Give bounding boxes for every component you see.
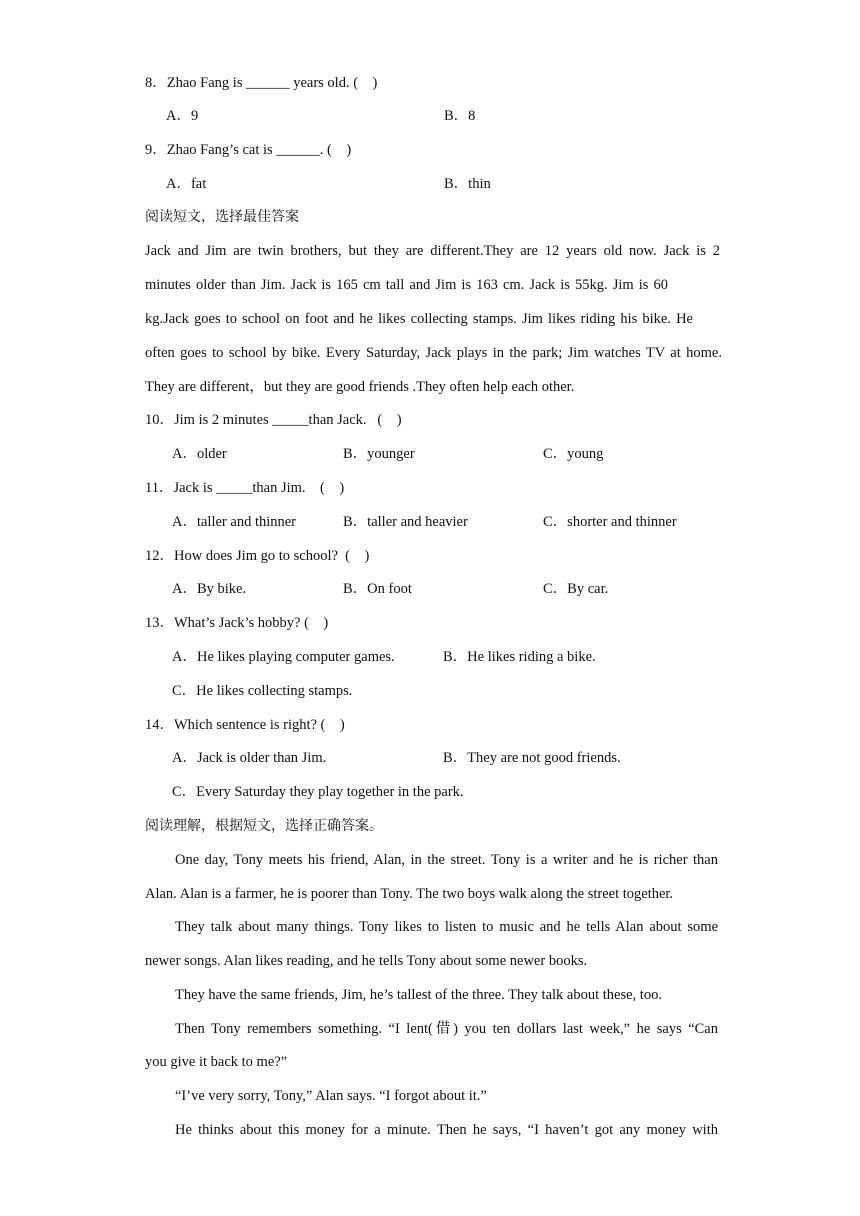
- question-14-option-b: B．They are not good friends.: [443, 750, 621, 766]
- passage-line: They are different，but they are good friends .They often help each other.: [145, 379, 575, 395]
- question-12-option-c: C．By car.: [543, 581, 609, 597]
- question-10-option-c: C．young: [543, 446, 604, 462]
- question-11-stem: 11．Jack is _____than Jim. ( ): [145, 480, 345, 496]
- passage-line: He thinks about this money for a minute. Then he says, “I haven’t got any money with: [175, 1122, 718, 1138]
- question-8-stem: 8．Zhao Fang is ______ years old. ( ): [145, 75, 378, 91]
- passage-line: often goes to school by bike. Every Saturday, Jack plays in the park; Jim watches TV at home.: [145, 345, 722, 361]
- question-11-option-b: B．taller and heavier: [343, 514, 468, 530]
- question-13-option-c: C．He likes collecting stamps.: [172, 683, 353, 699]
- passage-line: newer songs. Alan likes reading, and he tells Tony about some newer books.: [145, 953, 588, 969]
- question-13-option-a: A．He likes playing computer games.: [172, 649, 395, 665]
- question-13-option-b: B．He likes riding a bike.: [443, 649, 596, 665]
- passage-line: kg.Jack goes to school on foot and he likes collecting stamps. Jim likes riding his bike. He: [145, 311, 693, 327]
- passage-line: minutes older than Jim. Jack is 165 cm tall and Jim is 163 cm. Jack is 55kg. Jim is 60: [145, 277, 668, 293]
- question-8-option-a: A．9: [166, 108, 199, 124]
- question-11-option-c: C．shorter and thinner: [543, 514, 677, 530]
- question-14-option-c: C．Every Saturday they play together in the park.: [172, 784, 464, 800]
- question-9-option-b: B．thin: [444, 176, 491, 192]
- question-10-option-a: A．older: [172, 446, 227, 462]
- question-10-option-b: B．younger: [343, 446, 415, 462]
- section-heading-reading-2: 阅读理解，根据短文，选择正确答案。: [145, 818, 383, 834]
- question-13-stem: 13．What’s Jack’s hobby? ( ): [145, 615, 329, 631]
- question-14-stem: 14．Which sentence is right? ( ): [145, 717, 345, 733]
- question-9-option-a: A．fat: [166, 176, 207, 192]
- passage-line: Alan. Alan is a farmer, he is poorer than Tony. The two boys walk along the street together.: [145, 886, 674, 902]
- section-heading-reading-1: 阅读短文，选择最佳答案: [145, 209, 299, 225]
- passage-line: They have the same friends, Jim, he’s tallest of the three. They talk about these, too.: [175, 987, 662, 1003]
- passage-line: They talk about many things. Tony likes to listen to music and he tells Alan about some: [175, 919, 718, 935]
- question-14-option-a: A．Jack is older than Jim.: [172, 750, 327, 766]
- question-11-option-a: A．taller and thinner: [172, 514, 297, 530]
- question-12-option-b: B．On foot: [343, 581, 412, 597]
- passage-line: “I’ve very sorry, Tony,” Alan says. “I forgot about it.”: [175, 1088, 487, 1104]
- passage-line: Then Tony remembers something. “I lent(借) you ten dollars last week,” he says “Can: [175, 1021, 718, 1037]
- question-9-stem: 9．Zhao Fang’s cat is ______. ( ): [145, 142, 352, 158]
- passage-line: One day, Tony meets his friend, Alan, in the street. Tony is a writer and he is richer than: [175, 852, 718, 868]
- question-8-option-b: B．8: [444, 108, 476, 124]
- question-12-stem: 12．How does Jim go to school? ( ): [145, 548, 370, 564]
- passage-line: you give it back to me?”: [145, 1054, 288, 1070]
- question-12-option-a: A．By bike.: [172, 581, 247, 597]
- question-10-stem: 10．Jim is 2 minutes _____than Jack. ( ): [145, 412, 402, 428]
- passage-line: Jack and Jim are twin brothers, but they are different.They are 12 years old now. Jack is 2: [145, 243, 720, 259]
